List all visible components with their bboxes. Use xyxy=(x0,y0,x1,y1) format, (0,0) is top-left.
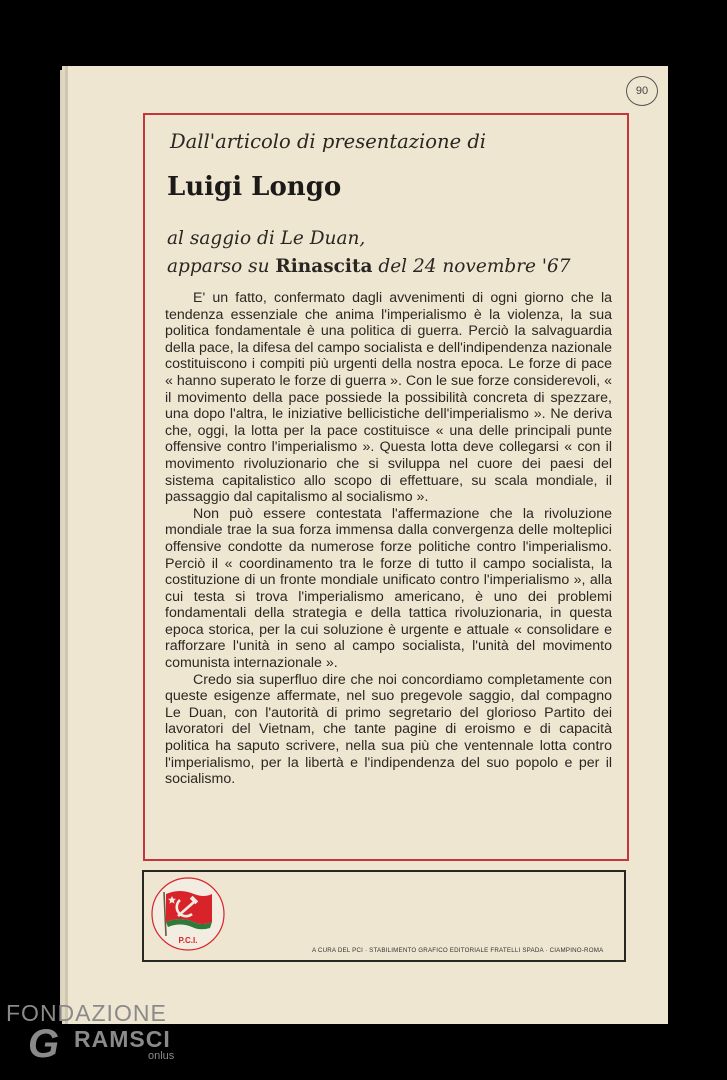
watermark-line-1: FONDAZIONE xyxy=(6,1000,167,1026)
watermark-line-2: RAMSCI xyxy=(74,1026,171,1052)
author-name: Luigi Longo xyxy=(167,172,342,202)
logo-label: P.C.I. xyxy=(178,936,198,945)
archive-number-stamp: 90 xyxy=(626,76,658,106)
printer-credit: A CURA DEL PCI · STABILIMENTO GRAFICO EDITORIALE FRATELLI SPADA · CIAMPINO-ROMA xyxy=(312,947,604,954)
watermark-line-3: onlus xyxy=(148,1050,175,1062)
subtitle-suffix: del 24 novembre '67 xyxy=(372,256,571,277)
intro-line: Dall'articolo di presentazione di xyxy=(170,130,487,153)
subtitle-line-2 xyxy=(167,256,571,277)
subtitle-prefix: apparso su xyxy=(167,256,276,277)
paragraph-2: Non può essere contestata l'affermazione che la rivoluzione mondiale trae la sua forza immensa dalla convergenza delle molteplici offensive condotte da numerose forze politiche contro l'imperialismo. Perciò il « coordinamento tra le forze di tutto il campo socialista, la costituzione di un fronte mondiale unificato contro l'imperialismo », alla cui testa si trova l'imperialismo americano, è uno dei problemi fondamentali della strategia e della tattica rivoluzionaria, in questa epoca storica, per la cui soluzione è urgente e attuale « consolidare e rafforzare l'unità in seno al campo socialista, l'unità del movimento comunista internazionale ». xyxy=(165,505,612,672)
article-body xyxy=(165,290,612,788)
pci-logo-icon xyxy=(150,876,226,952)
paragraph-3: Credo sia superfluo dire che noi concordiamo completamente con queste esigenze affermate, nel suo pregevole saggio, dal compagno Le Duan, con l'autorità di primo segretario del glorioso Partito dei lavoratori del Vietnam, che tante pagine di eroismo e di capacità politica ha saputo scrivere, nella sua più che ventennale lotta contro l'imperialismo, per la libertà e l'indipendenza del suo popolo e per il socialismo. xyxy=(165,671,612,788)
magazine-name: Rinascita xyxy=(275,256,373,277)
subtitle-line-1: al saggio di Le Duan, xyxy=(167,228,366,249)
paragraph-1: E' un fatto, confermato dagli avvenimenti di ogni giorno che la tendenza essenziale che anima l'imperialismo è la violenza, la sua politica fondamentale è una politica di guerra. Perciò la salvaguardia della pace, la difesa del campo socialista e dell'indipendenza nazionale costituiscono i compiti più urgenti della nostra epoca. Le forze di pace « hanno superato le forze di guerra ». Con le sue forze considerevoli, « il movimento della pace possiede la possibilità concreta di spezzare, una dopo l'altra, le iniziative bellicistiche dell'imperialismo ». Ne deriva che, oggi, la lotta per la pace costituisce « una delle principali punte offensive contro l'imperialismo ». Questa lotta deve collegarsi « con il movimento rivoluzionario che si sviluppa nel cuore dei paesi del sistema capitalistico allo scopo di effettuare, su scala mondiale, il passaggio dal capitalismo al socialismo ». xyxy=(165,290,612,506)
watermark-g-letter: G xyxy=(28,1022,60,1066)
